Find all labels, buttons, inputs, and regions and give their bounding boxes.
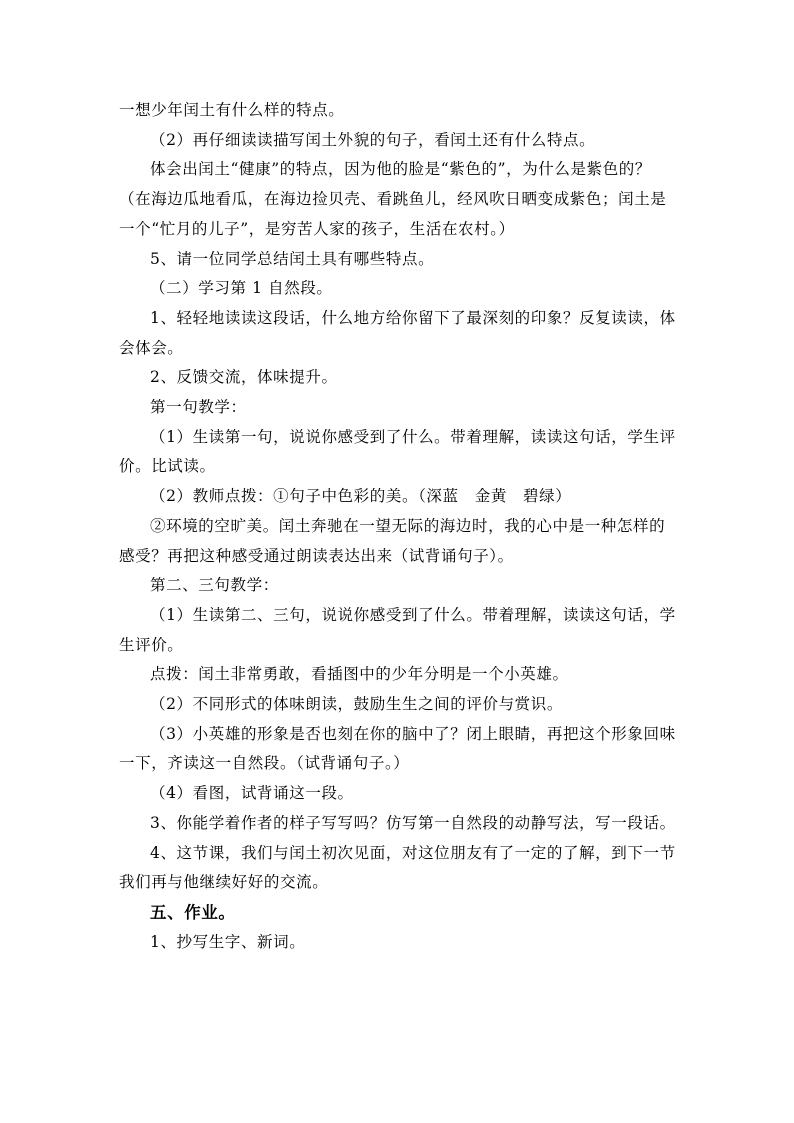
paragraph-12: 第二、三句教学： [150,576,279,595]
paragraph-2: （2）再仔细读读描写闰土外貌的句子，看闰土还有什么特点。 [150,130,596,149]
paragraph-7: 2、反馈交流，体味提升。 [150,368,338,387]
paragraph-17: （4）看图，试背诵这一段。 [150,784,354,803]
section-heading-homework: 五、作业。 [150,902,236,922]
paragraph-3: 体会出闰土“健康”的特点，因为他的脸是“紫色的”，为什么是紫色的？（在海边瓜地看瓜，在海边捡贝壳、看跳鱼儿，经风吹日晒变成紫色；闰土是一个“忙月的儿子”，是穷苦人家的孩子，生活在农村。） [119,160,667,238]
paragraph-15: （2）不同形式的体味朗读，鼓励生生之间的评价与赏识。 [150,695,563,714]
paragraph-18: 3、你能学着作者的样子写写吗？仿写第一自然段的动静写法，写一段话。 [150,813,676,832]
paragraph-1: 一想少年闰土有什么样的特点。 [119,101,345,119]
paragraph-9: （1）生读第一句，说说你感受到了什么。带着理解，读读这句话，学生评价。比试读。 [119,427,676,476]
paragraph-13: （1）生读第二、三句，说说你感受到了什么。带着理解，读读这句话，学生评价。 [119,605,676,654]
paragraph-8: 第一句教学： [150,398,247,417]
paragraph-16: （3）小英雄的形象是否也刻在你的脑中了？闭上眼睛，再把这个形象回味一下，齐读这一自然段。（试背诵句子。） [119,724,676,773]
paragraph-19: 4、这节课，我们与闰土初次见面，对这位朋友有了一定的了解，到下一节我们再与他继续好好的交流。 [119,843,676,892]
paragraph-10: （2）教师点拨：①句子中色彩的美。（深蓝 金黄 碧绿） [150,487,572,506]
section-heading-2: （二）学习第 1 自然段。 [150,279,333,298]
paragraph-6: 1、轻轻地读读这段话，什么地方给你留下了最深刻的印象？反复读读，体会体会。 [119,308,676,357]
paragraph-14: 点拨：闰土非常勇敢，看插图中的少年分明是一个小英雄。 [150,665,569,684]
document-body [119,96,679,957]
paragraph-4: 5、请一位同学总结闰土具有哪些特点。 [150,249,435,268]
paragraph-11: ②环境的空旷美。闰土奔驰在一望无际的海边时，我的心中是一种怎样的感受？再把这种感受通过朗读表达出来（试背诵句子）。 [119,516,666,565]
paragraph-21: 1、抄写生字、新词。 [150,932,306,951]
